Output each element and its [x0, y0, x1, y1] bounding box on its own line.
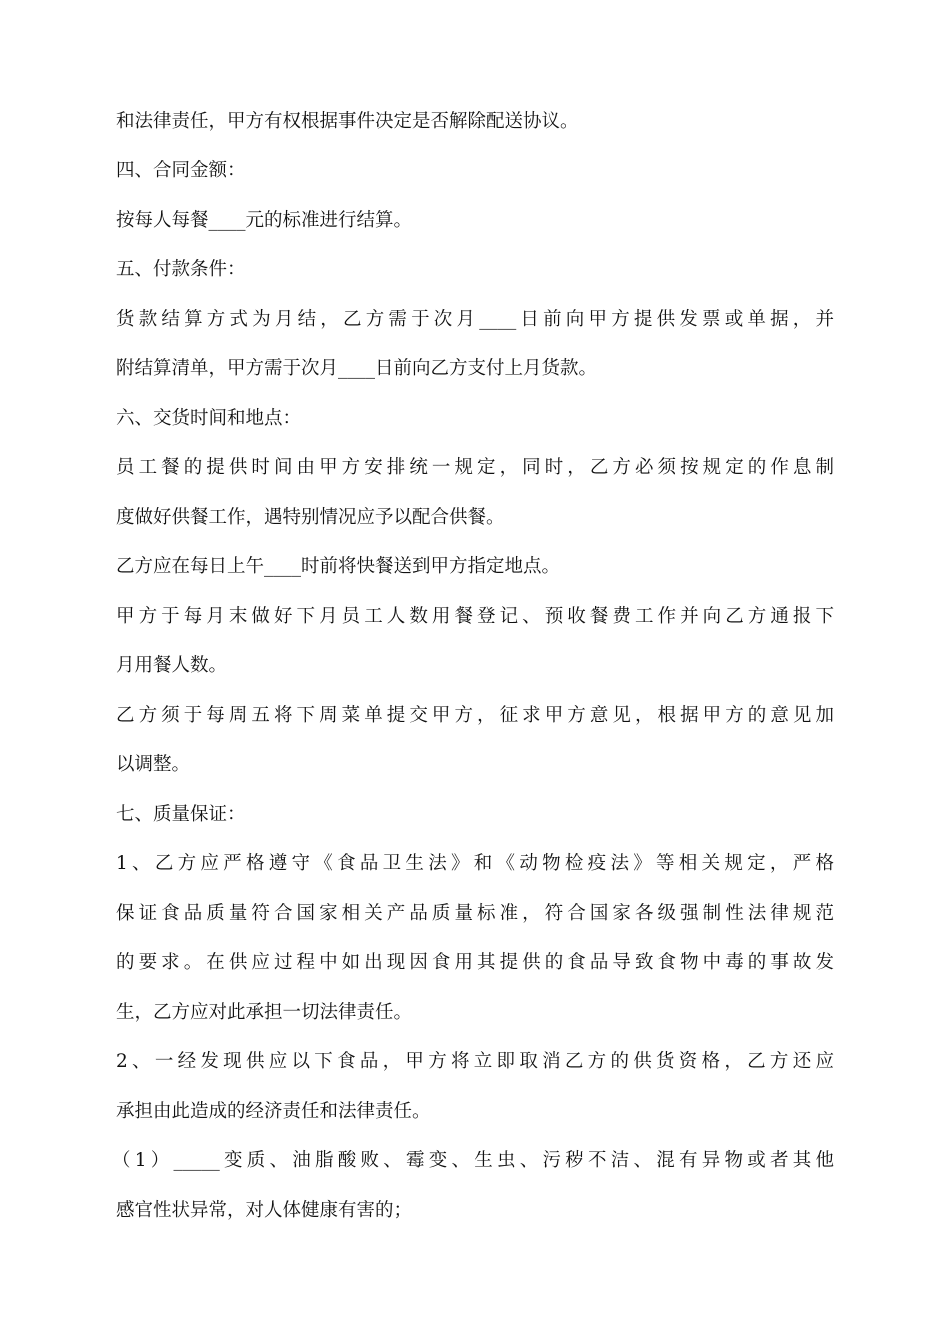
- text-line: 度做好供餐工作，遇特别情况应予以配合供餐。: [116, 507, 505, 528]
- text-line: 月用餐人数。: [116, 655, 228, 676]
- text-line: 和法律责任，甲方有权根据事件决定是否解除配送协议。: [116, 111, 579, 132]
- section-heading: 四、合同金额：: [116, 160, 246, 181]
- text-line: 2、一经发现供应以下食品，甲方将立即取消乙方的供货资格，乙方还应: [116, 1051, 834, 1072]
- text-line: 的要求。在供应过程中如出现因食用其提供的食品导致食物中毒的事故发: [116, 952, 834, 973]
- section-heading: 六、交货时间和地点：: [116, 408, 302, 429]
- text-line: 甲方于每月末做好下月员工人数用餐登记、预收餐费工作并向乙方通报下: [116, 606, 834, 627]
- text-line: 以调整。: [116, 754, 191, 775]
- text-line: 生，乙方应对此承担一切法律责任。: [116, 1002, 413, 1023]
- text-line: 1、乙方应严格遵守《食品卫生法》和《动物检疫法》等相关规定，严格: [116, 853, 834, 874]
- text-line: 员工餐的提供时间由甲方安排统一规定，同时，乙方必须按规定的作息制: [116, 457, 834, 478]
- text-line: 货款结算方式为月结，乙方需于次月____日前向甲方提供发票或单据，并: [116, 309, 834, 330]
- text-line: 乙方应在每日上午____时前将快餐送到甲方指定地点。: [116, 556, 561, 577]
- text-line: 感官性状异常，对人体健康有害的；: [116, 1200, 413, 1221]
- text-line: 保证食品质量符合国家相关产品质量标准，符合国家各级强制性法律规范: [116, 903, 834, 924]
- text-line: 按每人每餐____元的标准进行结算。: [116, 210, 413, 231]
- section-heading: 七、质量保证：: [116, 804, 246, 825]
- text-line: 承担由此造成的经济责任和法律责任。: [116, 1101, 431, 1122]
- text-line: 附结算清单，甲方需于次月____日前向乙方支付上月货款。: [116, 358, 598, 379]
- text-line: （1）_____变质、油脂酸败、霉变、生虫、污秽不洁、混有异物或者其他: [112, 1150, 834, 1171]
- section-heading: 五、付款条件：: [116, 259, 246, 280]
- text-line: 乙方须于每周五将下周菜单提交甲方，征求甲方意见，根据甲方的意见加: [116, 705, 834, 726]
